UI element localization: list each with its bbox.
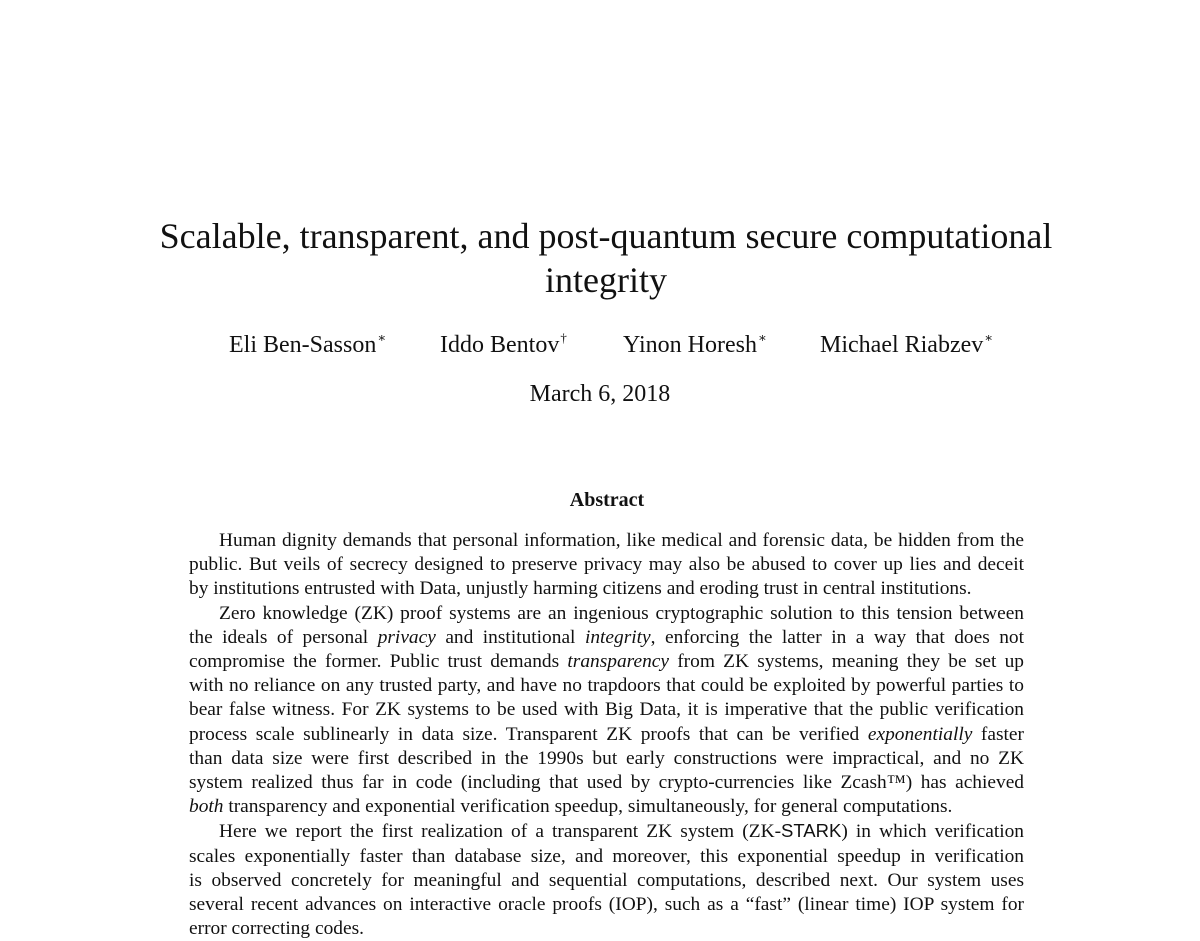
text-line [189,626,1024,650]
text-segment: and institutional [435,626,585,648]
author-list [0,330,1200,364]
text-segment: ) in which verification [841,821,1025,843]
text-line: than data size were first described in the 1990s but early constructions were impractical, and no ZK [189,747,1024,769]
title-line-1: Scalable, transparent, and post-quantum secure computational [159,216,1053,256]
text-line: error correcting codes. [189,918,364,940]
text-line: bear false witness. For ZK systems to be used with Big Data, it is imperative that the public verification [189,699,1024,721]
text-segment: compromise the former. Public trust demands [189,651,568,673]
author-horesh [623,330,767,359]
emphasis-integrity: integrity [584,626,651,648]
text-line [189,795,1024,819]
paper-title [150,214,1062,302]
author-name: Yinon Horesh [623,332,757,358]
text-line: public. But veils of secrecy designed to preserve privacy may also be abused to cover up lies and deceit [189,554,1024,576]
affiliation-mark: † [560,330,567,345]
text-segment: , enforcing the latter in a way that does not [650,626,1025,648]
title-line-2: integrity [545,260,667,300]
text-segment: Here we report the first realization of a transparent ZK system (ZK- [219,821,782,843]
emphasis-transparency: transparency [567,651,669,673]
author-name: Michael Riabzev [820,332,984,358]
text-line: several recent advances on interactive oracle proofs (IOP), such as a “fast” (linear time) IOP system for [189,894,1024,916]
abstract-heading: Abstract [569,489,645,511]
author-name: Eli Ben-Sasson [229,332,377,358]
text-segment: transparency and exponential verification speedup, simultaneously, for general computations. [223,796,953,818]
text-line: system realized thus far in code (including that used by crypto-currencies like Zcash™) has achieved [189,772,1024,794]
text-line: Human dignity demands that personal information, like medical and forensic data, be hidden from the [219,530,1024,551]
publication-date: March 6, 2018 [529,381,671,407]
text-line [189,650,1024,674]
text-line [189,723,1024,747]
affiliation-mark: ∗ [377,330,387,345]
abstract-body [189,529,1024,941]
text-segment: faster [972,723,1024,745]
author-riabzev [820,330,993,359]
emphasis-both: both [189,796,224,818]
affiliation-mark: ∗ [758,330,767,345]
text-line: by institutions entrusted with Data, unjustly harming citizens and eroding trust in central institutions. [189,578,972,600]
text-line: scales exponentially faster than database size, and moreover, this exponential speedup in verification [189,845,1024,867]
abstract-paragraph-3 [189,819,1024,941]
author-bentov [440,330,567,359]
text-segment: the ideals of personal [189,626,378,648]
text-segment: from ZK systems, meaning they be set up [669,651,1024,673]
text-line: with no reliance on any trusted party, and have no trapdoors that could be exploited by powerful parties to [189,675,1024,697]
text-line: is observed concretely for meaningful and sequential computations, described next. Our system uses [189,869,1024,891]
stark-acronym: STARK [781,820,842,842]
text-line [189,819,1024,844]
abstract-paragraph-2 [189,602,1024,820]
text-segment: process scale sublinearly in data size. Transparent ZK proofs that can be verified [189,723,868,745]
emphasis-exponentially: exponentially [867,723,973,745]
abstract-paragraph-1 [189,529,1024,602]
emphasis-privacy: privacy [377,626,436,648]
text-line: Zero knowledge (ZK) proof systems are an ingenious cryptographic solution to this tension between [219,602,1024,624]
author-ben-sasson [229,330,386,359]
affiliation-mark: ∗ [984,330,994,345]
author-name: Iddo Bentov [440,332,560,358]
